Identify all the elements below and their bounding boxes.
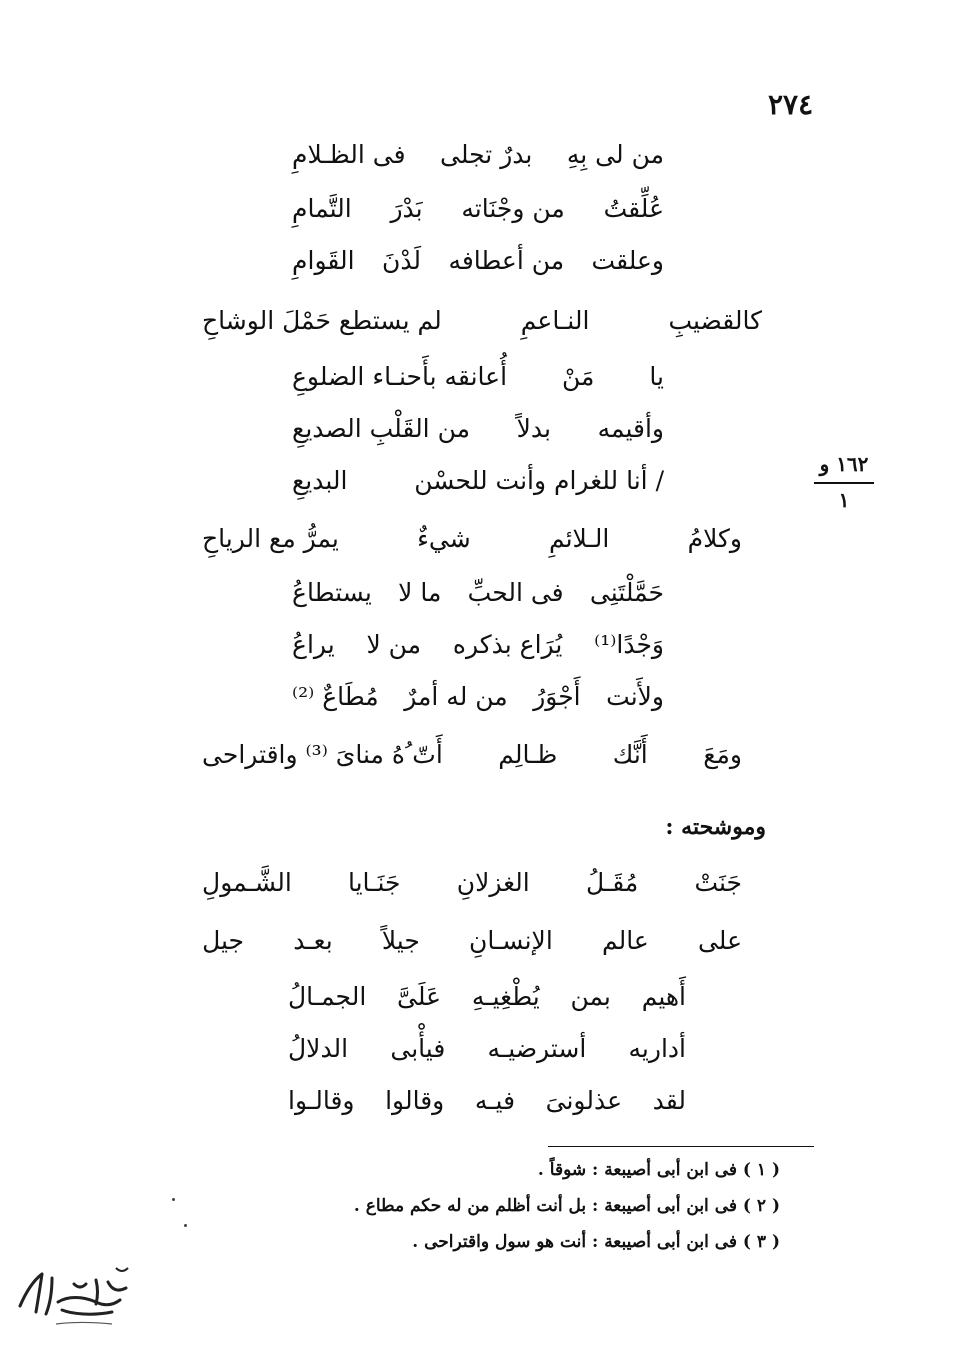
verse-segment: وأقيمه <box>597 414 664 443</box>
verse-segment: وقالـوا <box>288 1086 355 1115</box>
verse-segment: يستطاعُ <box>292 578 372 607</box>
verse-segment: / أنا للغرام وأنت للحسْن <box>414 466 664 495</box>
verse-segment: مُطَاعٌ ⁽²⁾ <box>292 682 379 711</box>
verse-segment: بعـد <box>293 926 333 955</box>
verse-segment: من وجْنَاته <box>461 194 565 223</box>
footnote-3: ( ٣ ) فى ابن أبى أصيبعة : أنت هو سول واقتراحى . <box>412 1232 780 1252</box>
verse-segment: البديعِ <box>292 466 348 495</box>
verse-segment: من لا <box>366 630 422 659</box>
verse-segment: أسترضيـه <box>487 1034 587 1063</box>
muwashshah-line-1 <box>202 868 742 898</box>
verse-segment: ولأَنت <box>606 682 664 711</box>
verse-segment: أَجْوَرُ <box>533 682 581 711</box>
verse-line-10 <box>292 630 664 660</box>
verse-segment: من أعطافه <box>448 246 565 275</box>
verse-segment: يُرَاع بذكره <box>452 630 563 659</box>
verse-segment: لقد <box>652 1086 686 1115</box>
verse-segment: يا <box>649 362 664 391</box>
verse-segment: الغزلانِ <box>456 868 530 897</box>
verse-segment: مَنْ <box>562 362 595 391</box>
footnote-separator <box>548 1146 814 1147</box>
verse-segment: بمن <box>570 982 611 1011</box>
verse-segment: جيلاً <box>381 926 420 955</box>
verse-segment: الإنسـانِ <box>469 926 553 955</box>
verse-line-6 <box>292 414 664 444</box>
verse-segment: حَمَّلْتَنِى <box>589 578 664 607</box>
verse-segment: وكلامُ <box>687 524 742 553</box>
folio-divider <box>814 482 874 484</box>
verse-segment: ظـالِم <box>498 740 558 769</box>
verse-segment: لَدْنَ <box>381 246 422 275</box>
verse-segment: عَلَىَّ <box>397 982 442 1011</box>
verse-segment: ما لا <box>398 578 442 607</box>
verse-segment: فيـه <box>474 1086 516 1115</box>
verse-segment: الشَّـمولِ <box>202 868 292 897</box>
verse-segment: مُقَـلُ <box>585 868 639 897</box>
scan-speck <box>184 1224 187 1227</box>
page-number: ٢٧٤ <box>768 88 814 121</box>
verse-segment: على <box>697 926 742 955</box>
verse-segment: يراعُ <box>292 630 335 659</box>
verse-segment: لم يستطع حَمْلَ الوشاحِ <box>202 306 442 335</box>
verse-line-3 <box>292 246 664 276</box>
verse-segment: النـاعمِ <box>520 306 590 335</box>
verse-segment: يُطْغِيـهِ <box>471 982 540 1011</box>
verse-segment: من القَلْبِ الصديعِ <box>292 414 470 443</box>
verse-segment: كالقضيبِ <box>668 306 762 335</box>
muwashshah-intro: وموشحته : <box>665 814 766 840</box>
verse-segment: الجمـالُ <box>288 982 367 1011</box>
muwashshah-line-5 <box>288 1086 686 1116</box>
verse-line-12 <box>202 740 742 770</box>
verse-segment: بدلاً <box>516 414 551 443</box>
muwashshah-line-2 <box>202 926 742 956</box>
verse-line-1 <box>292 140 664 170</box>
stamp-calligraphy-icon <box>12 1262 142 1332</box>
verse-segment: أَهيم <box>641 982 686 1011</box>
verse-segment: وَجْدًا⁽¹⁾ <box>594 630 664 659</box>
muwashshah-line-4 <box>288 1034 686 1064</box>
verse-segment: عذلونىَ <box>545 1086 623 1115</box>
verse-segment: من لى بِهِ <box>566 140 664 169</box>
verse-segment: يمرُّ مع الرياحِ <box>202 524 339 553</box>
verse-line-2 <box>292 194 664 224</box>
verse-line-5 <box>292 362 664 392</box>
verse-segment: بَدْرَ <box>390 194 423 223</box>
verse-line-11 <box>292 682 664 712</box>
verse-segment: أَنَّك <box>612 740 648 769</box>
verse-segment: جَنَـايا <box>347 868 401 897</box>
verse-segment: أَتّ ُهُ مناىَ ⁽³⁾ واقتراحى <box>202 740 443 769</box>
verse-segment: أُعانقه بأَحنـاء الضلوعِ <box>292 362 508 391</box>
verse-segment: فيأْبى <box>390 1034 446 1063</box>
verse-segment: من له أمرٌ <box>404 682 508 711</box>
verse-segment: فى الحبِّ <box>467 578 564 607</box>
verse-line-4 <box>202 306 762 336</box>
muwashshah-line-3 <box>288 982 686 1012</box>
verse-segment: ومَعَ <box>703 740 742 769</box>
margin-folio-reference <box>808 452 880 512</box>
verse-segment: شيءٌ <box>417 524 471 553</box>
scan-speck <box>172 1198 175 1201</box>
verse-segment: فى الظـلامِ <box>292 140 406 169</box>
folio-numerator: ١٦٢ و <box>819 452 869 476</box>
verse-segment: وقالوا <box>385 1086 445 1115</box>
verse-segment: الدلالُ <box>288 1034 349 1063</box>
library-stamp-logo <box>12 1262 142 1332</box>
footnote-2: ( ٢ ) فى ابن أبى أصيبعة : بل أنت أظلم من له حكم مطاع . <box>353 1196 780 1216</box>
footnote-1: ( ١ ) فى ابن أبى أصيبعة : شوقاً . <box>537 1160 780 1180</box>
folio-denominator: ١ <box>838 488 850 512</box>
verse-segment: التَّمامِ <box>292 194 352 223</box>
verse-segment: جَنَتْ <box>694 868 742 897</box>
verse-segment: أداريه <box>628 1034 686 1063</box>
verse-segment: عُلِّقتُ <box>603 194 664 223</box>
verse-segment: الـلائمِ <box>548 524 610 553</box>
verse-line-7 <box>292 466 664 496</box>
verse-line-8 <box>202 524 742 554</box>
verse-segment: وعلقت <box>591 246 664 275</box>
verse-segment: عالم <box>601 926 649 955</box>
verse-segment: جيل <box>202 926 244 955</box>
verse-segment: القَوامِ <box>292 246 355 275</box>
verse-line-9 <box>292 578 664 608</box>
verse-segment: بدرٌ تجلى <box>440 140 533 169</box>
